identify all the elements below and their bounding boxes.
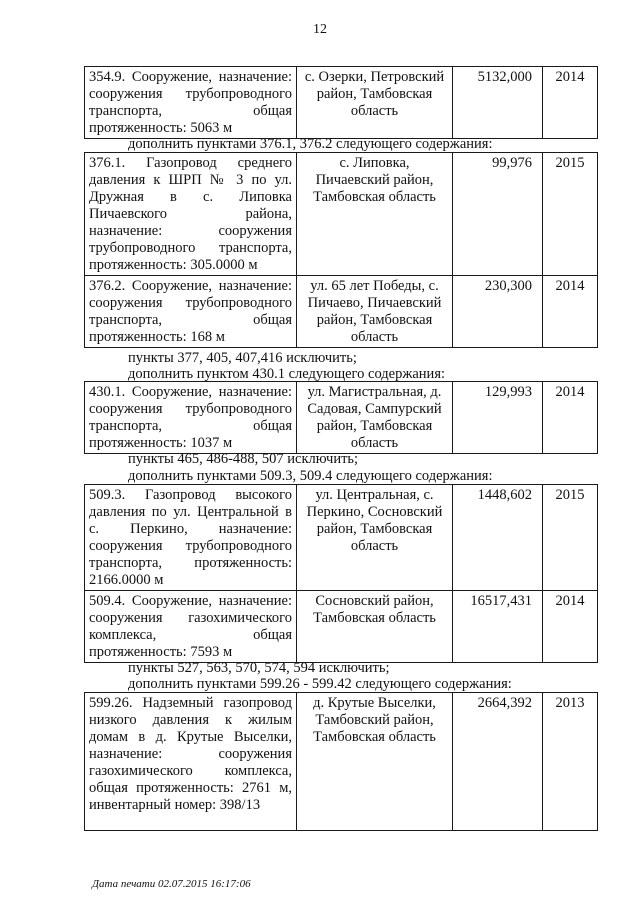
item-year: 2014	[543, 382, 598, 454]
table-row	[85, 693, 598, 831]
print-date-footer: Дата печати 02.07.2015 16:17:06	[92, 878, 251, 890]
item-year: 2014	[543, 276, 598, 348]
item-value: 2664,392	[453, 693, 543, 831]
item-value: 230,300	[453, 276, 543, 348]
item-value: 16517,431	[453, 591, 543, 663]
item-year: 2015	[543, 153, 598, 276]
table-row	[85, 67, 598, 139]
item-year: 2013	[543, 693, 598, 831]
item-year: 2015	[543, 485, 598, 591]
table-row	[85, 382, 598, 454]
item-location: ул. 65 лет Победы, с. Пичаево, Пичаевский район, Тамбовская область	[297, 276, 453, 348]
instruction-line: пункты 527, 563, 570, 574, 594 исключить;	[128, 660, 390, 676]
property-table-3	[84, 381, 598, 454]
item-value: 129,993	[453, 382, 543, 454]
page-number: 12	[313, 22, 327, 37]
instruction-line: дополнить пунктами 376.1, 376.2 следующего содержания:	[128, 136, 493, 152]
table-row	[85, 153, 598, 276]
property-table-1	[84, 66, 598, 139]
instruction-line: дополнить пунктом 430.1 следующего содержания:	[128, 366, 446, 382]
table-row	[85, 276, 598, 348]
table-row	[85, 591, 598, 663]
item-description: 354.9. Сооружение, назначение: сооружения трубопроводного транспорта, общая протяженность: 5063 м	[85, 67, 297, 139]
property-table-5	[84, 692, 598, 831]
item-location: с. Липовка, Пичаевский район, Тамбовская область	[297, 153, 453, 276]
item-location: с. Озерки, Петровский район, Тамбовская область	[297, 67, 453, 139]
item-location: ул. Магистральная, д. Садовая, Сампурский район, Тамбовская область	[297, 382, 453, 454]
item-description: 509.3. Газопровод высокого давления по ул. Центральной в с. Перкино, назначение: сооружения трубопроводного транспорта, протяженность: 2166.0000 м	[85, 485, 297, 591]
property-table-4	[84, 484, 598, 663]
table-row	[85, 485, 598, 591]
item-location: Сосновский район, Тамбовская область	[297, 591, 453, 663]
instruction-line: пункты 377, 405, 407,416 исключить;	[128, 350, 357, 366]
item-year: 2014	[543, 67, 598, 139]
item-value: 5132,000	[453, 67, 543, 139]
instruction-line: дополнить пунктами 509.3, 509.4 следующего содержания:	[128, 468, 493, 484]
instruction-line: дополнить пунктами 599.26 - 599.42 следующего содержания:	[128, 676, 512, 692]
item-description: 376.2. Сооружение, назначение: сооружения трубопроводного транспорта, общая протяженность: 168 м	[85, 276, 297, 348]
item-year: 2014	[543, 591, 598, 663]
item-value: 1448,602	[453, 485, 543, 591]
item-description: 509.4. Сооружение, назначение: сооружения газохимического комплекса, общая протяженность: 7593 м	[85, 591, 297, 663]
property-table-2	[84, 152, 598, 348]
item-description: 599.26. Надземный газопровод низкого давления к жилым домам в д. Крутые Выселки, назначение: сооружения газохимического комплекса, общая протяженность: 2761 м, инвентарный номер: 398/13	[85, 693, 297, 831]
instruction-line: пункты 465, 486-488, 507 исключить;	[128, 451, 359, 467]
item-location: ул. Центральная, с. Перкино, Сосновский район, Тамбовская область	[297, 485, 453, 591]
item-description: 430.1. Сооружение, назначение: сооружения трубопроводного транспорта, общая протяженность: 1037 м	[85, 382, 297, 454]
item-location: д. Крутые Выселки, Тамбовский район, Тамбовская область	[297, 693, 453, 831]
item-description: 376.1. Газопровод среднего давления к ШРП № 3 по ул. Дружная в с. Липовка Пичаевского района, назначение: сооружения трубопроводного транспорта, протяженность: 305.0000 м	[85, 153, 297, 276]
item-value: 99,976	[453, 153, 543, 276]
